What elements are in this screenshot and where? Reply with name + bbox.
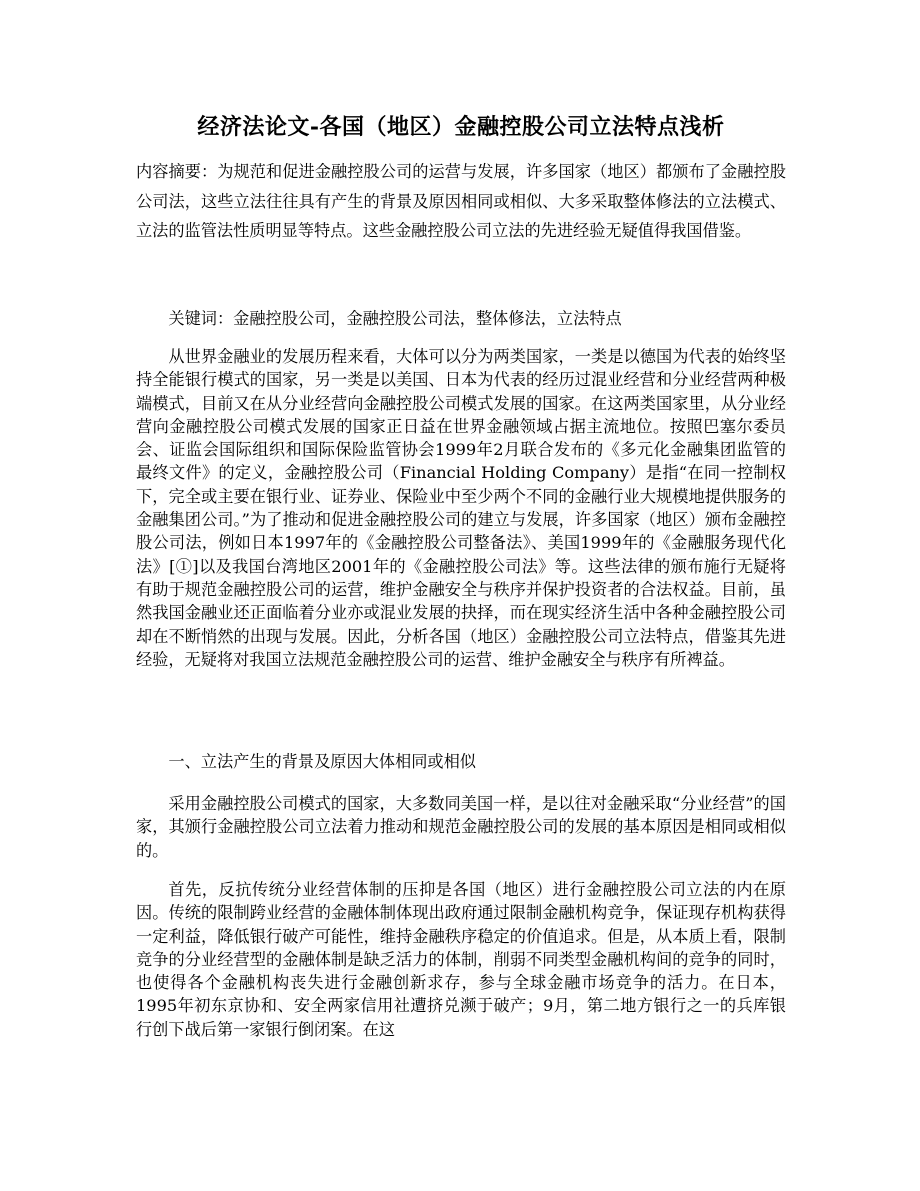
body-paragraph-3: 首先，反抗传统分业经营体制的压抑是各国（地区）进行金融控股公司立法的内在原因。传统的限制跨业经营的金融体制体现出政府通过限制金融机构竞争，保证现存机构获得一定利益，降低银行破产可能性，维持金融秩序稳定的价值追求。但是，从本质上看，限制竞争的分业经营型的金融体制是缺乏活力的体制，削弱不同类型金融机构间的竞争的同时，也使得各个金融机构丧失进行金融创新求存，参与全球金融市场竞争的活力。在日本，1995年初东京协和、安全两家信用社遭挤兑濒于破产；9月，第二地方银行之一的兵库银行创下战后第一家银行倒闭案。在这 <box>136 880 786 1039</box>
body-paragraph-1: 从世界金融业的发展历程来看，大体可以分为两类国家，一类是以德国为代表的始终坚持全能银行模式的国家，另一类是以美国、日本为代表的经历过混业经营和分业经营两种极端模式，目前又在从分业经营向金融控股公司模式发展的国家。在这两类国家里，从分业经营向金融控股公司模式发展的国家正日益在世界金融领域占据主流地位。按照巴塞尔委员会、证监会国际组织和国际保险监管协会1999年2月联合发布的《多元化金融集团监管的最终文件》的定义，金融控股公司（Financial Holding Company）是指“在同一控制权下，完全或主要在银行业、证券业、保险业中至少两个不同的金融行业大规模地提供服务的金融集团公司。”为了推动和促进金融控股公司的建立与发展，许多国家（地区）颁布金融控股公司法，例如日本1997年的《金融控股公司整备法》、美国1999年的《金融服务现代化法》[①]以及我国台湾地区2001年的《金融控股公司法》等。这些法律的颁布施行无疑将有助于规范金融控股公司的运营，维护金融安全与秩序并保护投资者的合法权益。目前，虽然我国金融业还正面临着分业亦或混业发展的抉择，而在现实经济生活中各种金融控股公司却在不断悄然的出现与发展。因此，分析各国（地区）金融控股公司立法特点，借鉴其先进经验，无疑将对我国立法规范金融控股公司的运营、维护金融安全与秩序有所裨益。 <box>136 347 786 669</box>
section-heading-1: 一、立法产生的背景及原因大体相同或相似 <box>168 752 476 771</box>
body-paragraph-2: 采用金融控股公司模式的国家，大多数同美国一样，是以往对金融采取“分业经营”的国家，其颁行金融控股公司立法着力推动和规范金融控股公司的发展的基本原因是相同或相似的。 <box>136 794 786 860</box>
document-title: 经济法论文-各国（地区）金融控股公司立法特点浅析 <box>197 114 725 140</box>
keywords-paragraph: 关键词：金融控股公司，金融控股公司法，整体修法，立法特点 <box>168 309 622 328</box>
abstract-paragraph: 内容摘要：为规范和促进金融控股公司的运营与发展，许多国家（地区）都颁布了金融控股公司法，这些立法往往具有产生的背景及原因相同或相似、大多采取整体修法的立法模式、立法的监管法性质明显等特点。这些金融控股公司立法的先进经验无疑值得我国借鉴。 <box>136 162 786 240</box>
